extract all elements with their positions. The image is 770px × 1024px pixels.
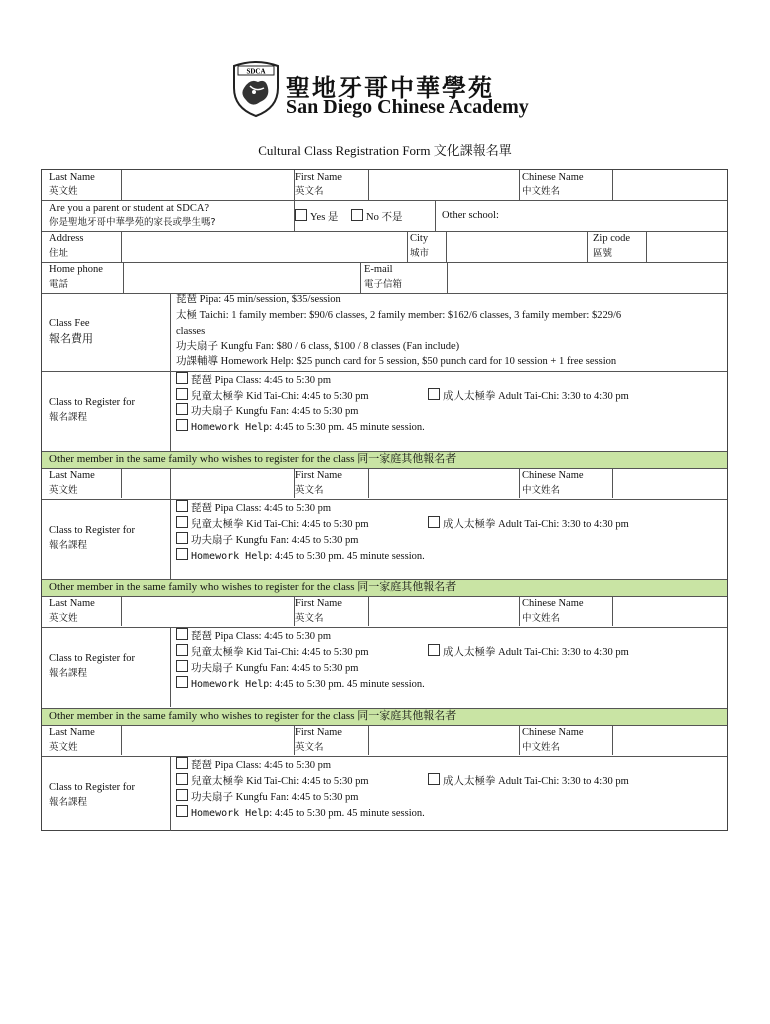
academy-logo [230,58,530,128]
email-label-cn: 電子信箱 [364,279,403,290]
first-name-label-cn: 英文名 [295,186,324,197]
kungfu-checkbox[interactable] [176,403,188,415]
other-member-banner-2: Other member in the same family who wishes to register for the class 同一家庭其他報名者 [42,579,727,596]
academy-name-english: San Diego Chinese Academy [286,96,529,118]
kid-taichi-option[interactable]: 兒童太極拳 Kid Tai-Chi: 4:45 to 5:30 pm [176,388,369,404]
parent-question-cn: 你是聖地牙哥中華學苑的家長或學生嗎? [49,217,216,228]
member1-last-name-label-cn: 英文姓 [49,485,78,496]
member2-homework-checkbox[interactable] [176,676,188,688]
academy-name-chinese: 聖地牙哥中華學苑 [286,73,494,102]
member1-chinese-name-label: Chinese Name [522,470,584,481]
member3-kungfu-checkbox[interactable] [176,789,188,801]
member1-last-name-label: Last Name [49,470,95,481]
member2-first-name-label-cn: 英文名 [295,613,324,624]
fee-kungfu: 功夫扇子 Kungfu Fan: $80 / 6 class, $100 / 8 classes (Fan include) [176,341,460,352]
member3-chinese-name-field[interactable] [613,725,727,755]
zip-code-label: Zip code [593,233,631,244]
homework-checkbox[interactable] [176,419,188,431]
member2-register-label-cn: 報名課程 [49,668,88,679]
member2-adult-taichi-checkbox[interactable] [428,644,440,656]
member1-first-name-label: First Name [295,470,342,481]
member1-register-label-cn: 報名課程 [49,540,88,551]
member1-first-name-label-cn: 英文名 [295,485,324,496]
homework-option[interactable]: Homework Help: 4:45 to 5:30 pm. 45 minute session. [176,419,425,435]
member3-first-name-field[interactable] [369,725,519,755]
kid-taichi-checkbox[interactable] [176,388,188,400]
member3-last-name-label: Last Name [49,727,95,738]
address-label: Address [49,233,84,244]
member1-kungfu-checkbox[interactable] [176,532,188,544]
pipa-checkbox[interactable] [176,372,188,384]
email-label: E-mail [364,264,393,275]
member2-register-label: Class to Register for [49,653,136,664]
member3-first-name-label-cn: 英文名 [295,742,324,753]
pipa-option[interactable]: 琵琶 Pipa Class: 4:45 to 5:30 pm [176,372,331,388]
member1-adult-taichi-checkbox[interactable] [428,516,440,528]
address-field[interactable] [122,232,407,262]
city-label-cn: 城市 [410,248,430,259]
member2-kungfu-option[interactable]: 功夫扇子 Kungfu Fan: 4:45 to 5:30 pm [176,660,358,676]
home-phone-label: Home phone [49,264,103,275]
adult-taichi-option[interactable]: 成人太極拳 Adult Tai-Chi: 3:30 to 4:30 pm [428,388,629,404]
no-checkbox[interactable] [351,209,363,221]
member2-kid-taichi-option[interactable]: 兒童太極拳 Kid Tai-Chi: 4:45 to 5:30 pm [176,644,369,660]
member3-first-name-label: First Name [295,727,342,738]
member3-last-name-label-cn: 英文姓 [49,742,78,753]
other-member-banner-1: Other member in the same family who wishes to register for the class 同一家庭其他報名者 [42,451,727,468]
member1-chinese-name-label-cn: 中文姓名 [522,485,561,496]
member1-homework-option[interactable]: Homework Help: 4:45 to 5:30 pm. 45 minute session. [176,548,425,564]
member1-first-name-field[interactable] [369,468,519,498]
member2-kungfu-checkbox[interactable] [176,660,188,672]
member3-chinese-name-label-cn: 中文姓名 [522,742,561,753]
member2-adult-taichi-option[interactable]: 成人太極拳 Adult Tai-Chi: 3:30 to 4:30 pm [428,644,629,660]
member1-kungfu-option[interactable]: 功夫扇子 Kungfu Fan: 4:45 to 5:30 pm [176,532,358,548]
home-phone-field[interactable] [124,263,360,293]
member2-last-name-label-cn: 英文姓 [49,613,78,624]
yes-checkbox[interactable] [295,209,307,221]
other-school-field[interactable] [510,201,727,231]
fee-homework: 功課輔導 Homework Help: $25 punch card for 5 session, $50 punch card for 10 session + 1 free session [176,356,617,367]
city-field[interactable] [447,232,587,262]
member3-last-name-field[interactable] [122,725,294,755]
academy-seal-icon [230,58,282,118]
register-label-cn: 報名課程 [49,412,88,423]
last-name-label: Last Name [49,172,95,183]
member3-register-label-cn: 報名課程 [49,797,88,808]
svg-text:SDCA: SDCA [246,67,266,76]
other-member-banner-3: Other member in the same family who wishes to register for the class 同一家庭其他報名者 [42,708,727,725]
yes-option[interactable]: Yes 是 [295,209,338,225]
member2-chinese-name-field[interactable] [613,596,727,626]
member3-chinese-name-label: Chinese Name [522,727,584,738]
member3-pipa-option[interactable]: 琵琶 Pipa Class: 4:45 to 5:30 pm [176,757,331,773]
fee-taichi: 太極 Taichi: 1 family member: $90/6 classes, 2 family member: $162/6 classes, 3 family member: $229/6 [176,310,622,321]
other-school-label: Other school: [442,210,499,221]
member1-homework-checkbox[interactable] [176,548,188,560]
member3-register-label: Class to Register for [49,782,136,793]
chinese-name-label: Chinese Name [522,172,584,183]
member1-pipa-checkbox[interactable] [176,500,188,512]
chinese-name-field[interactable] [613,170,727,200]
member3-kid-taichi-option[interactable]: 兒童太極拳 Kid Tai-Chi: 4:45 to 5:30 pm [176,773,369,789]
member1-pipa-option[interactable]: 琵琶 Pipa Class: 4:45 to 5:30 pm [176,500,331,516]
member3-kungfu-option[interactable]: 功夫扇子 Kungfu Fan: 4:45 to 5:30 pm [176,789,358,805]
email-field[interactable] [448,263,727,293]
first-name-field[interactable] [369,170,519,200]
member2-homework-option[interactable]: Homework Help: 4:45 to 5:30 pm. 45 minute session. [176,676,425,692]
last-name-label-cn: 英文姓 [49,186,78,197]
last-name-field[interactable] [122,170,294,200]
member2-chinese-name-label: Chinese Name [522,598,584,609]
member2-pipa-option[interactable]: 琵琶 Pipa Class: 4:45 to 5:30 pm [176,628,331,644]
member1-kid-taichi-option[interactable]: 兒童太極拳 Kid Tai-Chi: 4:45 to 5:30 pm [176,516,369,532]
member2-pipa-checkbox[interactable] [176,628,188,640]
member1-register-label: Class to Register for [49,525,136,536]
member2-kid-taichi-checkbox[interactable] [176,644,188,656]
registration-form [41,169,728,831]
member1-last-name-field[interactable] [122,468,294,498]
member2-last-name-label: Last Name [49,598,95,609]
member2-chinese-name-label-cn: 中文姓名 [522,613,561,624]
zip-code-field[interactable] [647,232,727,262]
register-label: Class to Register for [49,397,136,408]
member3-adult-taichi-option[interactable]: 成人太極拳 Adult Tai-Chi: 3:30 to 4:30 pm [428,773,629,789]
member3-homework-option[interactable]: Homework Help: 4:45 to 5:30 pm. 45 minute session. [176,805,425,821]
city-label: City [410,233,429,244]
member2-first-name-field[interactable] [369,596,519,626]
member1-chinese-name-field[interactable] [613,468,727,498]
zip-code-label-cn: 區號 [593,248,613,259]
member1-adult-taichi-option[interactable]: 成人太極拳 Adult Tai-Chi: 3:30 to 4:30 pm [428,516,629,532]
fee-taichi-cont: classes [176,326,206,337]
home-phone-label-cn: 電話 [49,279,69,290]
kungfu-option[interactable]: 功夫扇子 Kungfu Fan: 4:45 to 5:30 pm [176,403,358,419]
first-name-label: First Name [295,172,342,183]
member3-homework-checkbox[interactable] [176,805,188,817]
fee-pipa: 琵琶 Pipa: 45 min/session, $35/session [176,294,341,305]
address-label-cn: 住址 [49,248,69,259]
member3-adult-taichi-checkbox[interactable] [428,773,440,785]
member2-last-name-field[interactable] [122,596,294,626]
member1-kid-taichi-checkbox[interactable] [176,516,188,528]
form-title: Cultural Class Registration Form 文化課報名單 [258,143,512,158]
member3-kid-taichi-checkbox[interactable] [176,773,188,785]
class-fee-label: Class Fee [49,318,90,329]
member2-first-name-label: First Name [295,598,342,609]
class-fee-label-cn: 報名費用 [49,332,93,345]
parent-question: Are you a parent or student at SDCA? [49,203,210,214]
member3-pipa-checkbox[interactable] [176,757,188,769]
no-option[interactable]: No 不是 [351,209,402,225]
chinese-name-label-cn: 中文姓名 [522,186,561,197]
adult-taichi-checkbox[interactable] [428,388,440,400]
